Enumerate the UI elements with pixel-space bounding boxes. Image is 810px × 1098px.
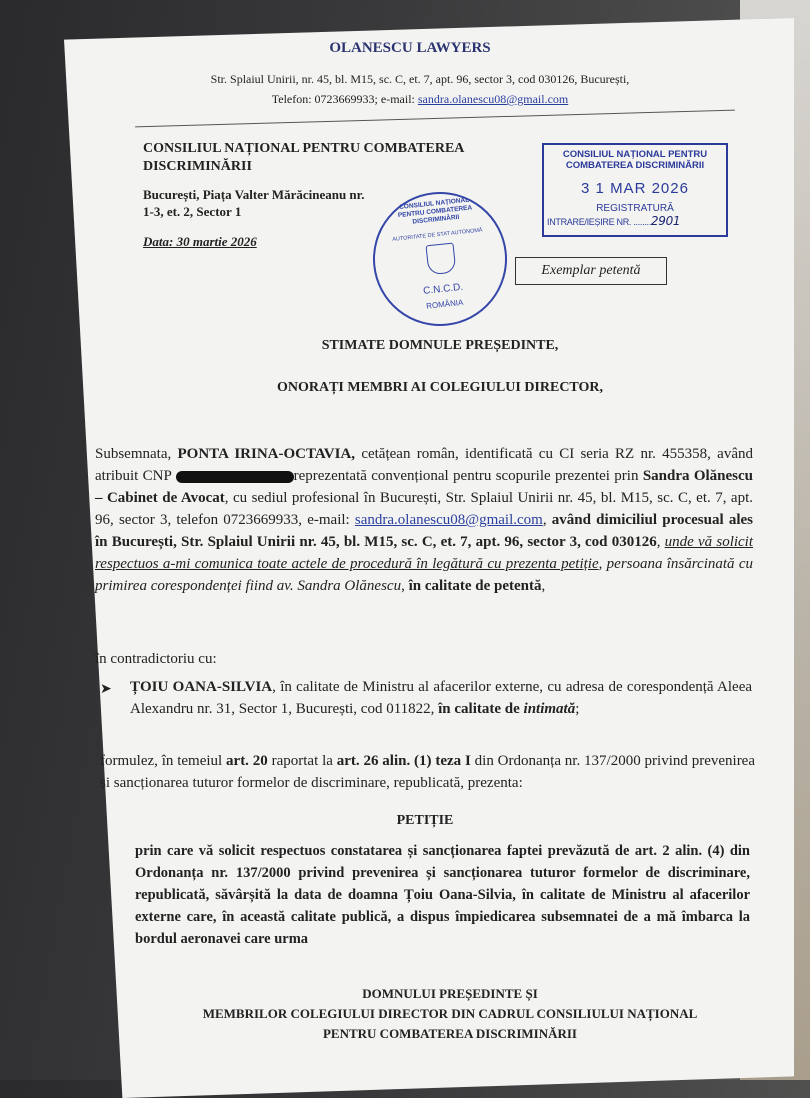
contra-label: în contradictoriu cu: — [95, 651, 217, 667]
seal-outer-text: CONSILIUL NAȚIONAL PENTRU COMBATEREA DISCRIMINĂRII — [397, 196, 473, 226]
seal-country: ROMÂNIA — [425, 297, 464, 311]
respondent-paragraph — [130, 676, 752, 720]
petition-body: prin care vă solicit respectuos constatarea și sancționarea faptei prevăzută de art. 2 alin. (4) din Ordonanța nr. 137/2000 privind prevenirea și sancționarea tuturor formelor de discriminare, republicată, săvârșită la data de doamna Țoiu Oana-Silvia, în calitate de Ministru al afacerilor externe care, în această calitate publică, a dispus împiedicarea subsemnatei de a mă îmbarca la bordul aeronavei care urma — [135, 843, 750, 947]
procedural-domicile: având dimiciliul procesual ales în București, Str. Splaiul Unirii nr. 45, bl. M15, sc. C, et. 7, apt. 96, sector 3, cod 030126 — [95, 512, 753, 550]
registry-stamp — [542, 143, 728, 237]
bullet-arrow-icon: ➤ — [100, 682, 112, 697]
firm-email-link[interactable]: sandra.olanescu08@gmail.com — [417, 92, 569, 106]
respondent-name: ȚOIU OANA-SILVIA — [130, 679, 273, 695]
intro-text: , — [541, 578, 546, 594]
intro-text: , — [656, 534, 665, 550]
formulez-text: raportat la — [267, 753, 337, 769]
formulez-paragraph — [100, 750, 755, 794]
recipient-name: CONSILIUL NAȚIONAL PENTRU COMBATEREA DISCRIMINĂRII — [143, 141, 464, 174]
stamp-label: REGISTRATURĂ — [596, 203, 674, 214]
document-date: Data: 30 martie 2026 — [143, 234, 257, 249]
formulez-text: formulez, în temeiul — [100, 753, 227, 769]
footer-line-1: DOMNULUI PREȘEDINTE ȘI — [362, 986, 538, 1001]
firm-name: OLANESCU LAWYERS — [329, 40, 491, 56]
footer-line-2: MEMBRILOR COLEGIULUI DIRECTOR DIN CADRUL CONSILIULUI NAȚIONAL — [202, 1006, 698, 1021]
seal-inner-text: AUTORITATE DE STAT AUTONOMĂ — [392, 227, 483, 243]
intro-text: , persoana însărcinată cu primirea corespondenței fiind av. Sandra Olănescu — [95, 556, 753, 594]
intro-text: , cu sediul profesional în București, Str. Splaiul Unirii nr. 45, bl. M15, sc. C, et. 7, apt. 96, sector 3, telefon 0723669933, e-mail: — [95, 490, 753, 528]
respondent-role: în calitate de — [438, 701, 524, 717]
legal-article: art. 26 alin. (1) teza I — [336, 753, 471, 769]
redacted-cnp — [176, 471, 294, 483]
petitioner-name: PONTA IRINA-OCTAVIA, — [177, 446, 356, 462]
intro-text: , — [401, 578, 409, 594]
respondent-text: ; — [575, 701, 580, 717]
stamp-entry-label: INTRARE/IEȘIRE NR. ........ — [547, 217, 651, 227]
firm-address: Str. Splaiul Unirii, nr. 45, bl. M15, sc. C, et. 7, apt. 96, sector 3, cod 030126, București, — [210, 72, 630, 86]
petition-title: PETIȚIE — [396, 813, 454, 828]
seal-abbr: C.N.C.D. — [422, 281, 464, 297]
stamp-entry-number: 2901 — [650, 214, 681, 228]
stamp-institution: CONSILIUL NAȚIONAL PENTRU COMBATEREA DISCRIMINĂRII — [562, 149, 708, 171]
copy-label-box: Exemplar petentă — [515, 257, 667, 285]
firm-contact — [160, 92, 680, 106]
footer-line-3: PENTRU COMBATEREA DISCRIMINĂRII — [322, 1026, 577, 1041]
intro-text: Subsemnata, — [95, 446, 178, 462]
intro-text: cetățean român, identificată cu CI seria RZ nr. 455358, având atribuit CNP — [95, 446, 753, 484]
communication-request: unde vă solicit respectuos a-mi comunica toate actele de procedură în legătură cu prezenta petiție — [95, 534, 754, 572]
respondent-text: , în calitate de Ministru al afacerilor externe, cu adresa de corespondență Aleea Alexandru nr. 31, Sector 1, București, cod 011822, — [130, 679, 753, 717]
legal-article: art. 20 — [226, 753, 268, 769]
intro-paragraph — [95, 443, 753, 597]
petitioner-role: în calitate de petentă — [408, 578, 542, 594]
intro-text: reprezentată convențional pentru scopurile prezentei prin — [293, 468, 643, 484]
intro-text: , — [542, 512, 552, 528]
formulez-text: din Ordonanța nr. 137/2000 privind prevenirea și sancționarea tuturor formelor de discriminare, republicată, prezenta: — [100, 753, 755, 791]
recipient-address: București, Piața Valter Mărăcineanu nr. 1-3, et. 2, Sector 1 — [143, 187, 365, 219]
lawyer-name: Sandra Olănescu – Cabinet de Avocat — [95, 468, 754, 506]
salutation-line-2: ONORAȚI MEMBRI AI COLEGIULUI DIRECTOR, — [276, 380, 604, 395]
salutation-line-1: STIMATE DOMNULE PREȘEDINTE, — [321, 338, 559, 353]
coat-of-arms-icon — [426, 243, 457, 276]
firm-phone: Telefon: 0723669933; e-mail: — [271, 92, 418, 106]
lawyer-email-link[interactable]: sandra.olanescu08@gmail.com — [354, 512, 543, 528]
respondent-role-value: intimată — [523, 701, 576, 717]
stamp-entry — [544, 214, 726, 228]
stamp-date: 3 1 MAR 2026 — [581, 180, 689, 197]
